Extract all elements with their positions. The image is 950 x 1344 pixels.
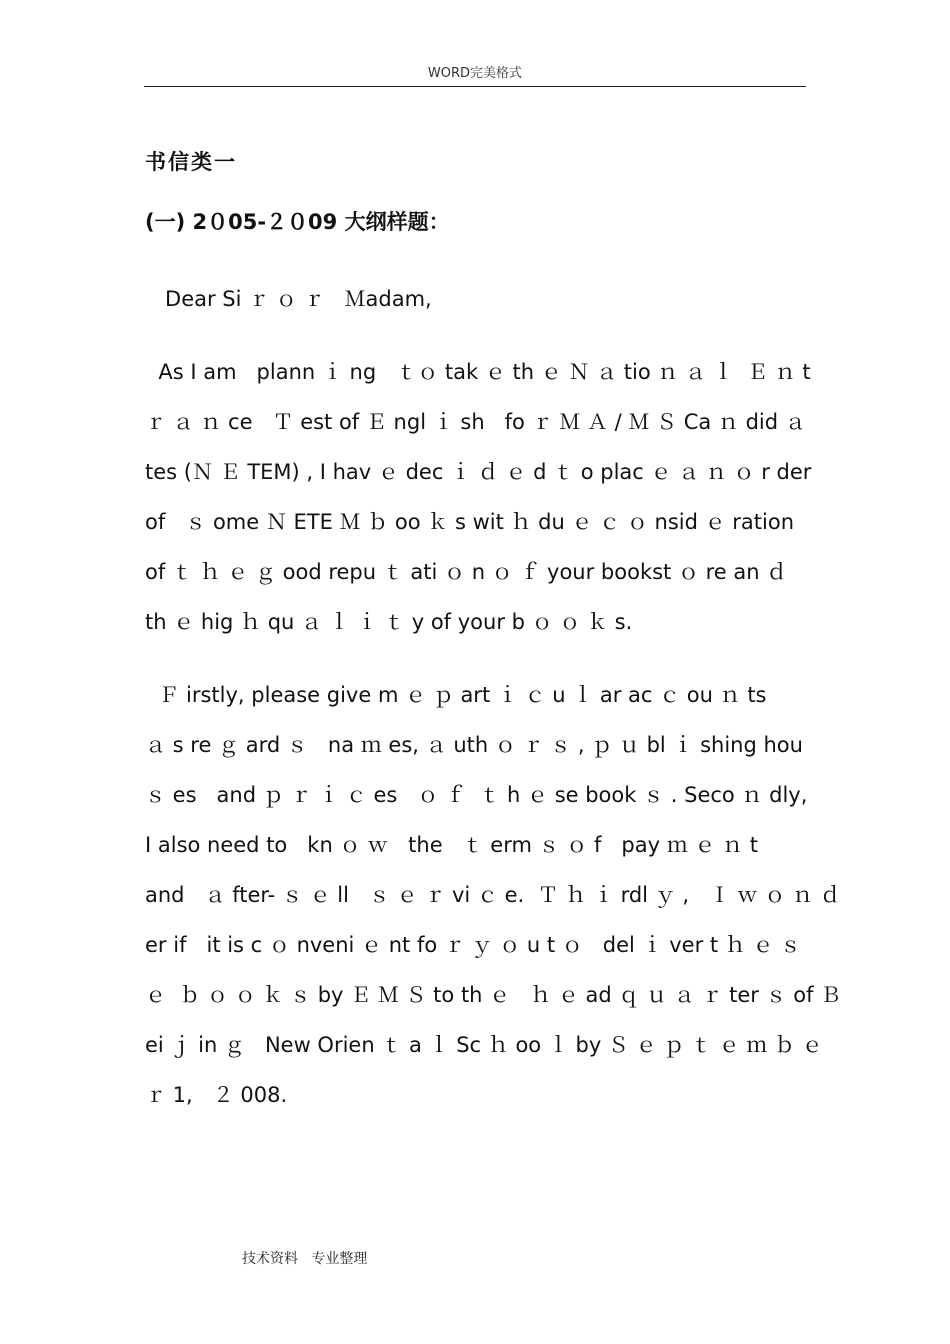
letter-salutation: Dear Si ｒ ｏ ｒ Ｍadam, (145, 287, 432, 311)
paragraph1-line: of ｓ ome Ｎ ETE Ｍ ｂ oo ｋ s wit ｈ du ｅ ｃ ｏ nsid ｅ ration (145, 510, 794, 534)
paragraph1-line: ｒ ａ ｎ ce Ｔ est of Ｅ ngl ｉ sh fo ｒ Ｍ Ａ / Ｍ Ｓ Ca ｎ did ａ (145, 410, 806, 434)
paragraph1-line: th ｅ hig ｈ qu ａ ｌ ｉ ｔ y of your b ｏ ｏ ｋ s. (145, 610, 633, 634)
paragraph1-line: of ｔ ｈ ｅ ｇ ood repu ｔ ati ｏ n ｏ ｆ your bookst ｏ re an ｄ (145, 560, 788, 584)
paragraph2-line: ｓ es and ｐ ｒ ｉ ｃ es ｏ ｆ ｔ h ｅ se book ｓ . Seco ｎ dly, (145, 783, 808, 807)
paragraph2-line: ｒ 1, ２ 008. (145, 1083, 288, 1107)
paragraph2-line: er if it is c ｏ nveni ｅ nt fo ｒ ｙ ｏ u t ｏ del ｉ ver t ｈ ｅ ｓ (145, 933, 802, 957)
paragraph1-line: tes (Ｎ Ｅ TEM) , I hav ｅ dec ｉ ｄ ｅ d ｔ o plac ｅ ａ ｎ ｏ r der (145, 460, 812, 484)
paragraph2-line: Ｆ irstly, please give m ｅ ｐ art ｉ ｃ u ｌ ar ac ｃ ou ｎ ts (145, 683, 767, 707)
paragraph2-line: ａ s re ｇ ard ｓ na ｍ es, ａ uth ｏ ｒ ｓ , ｐ ｕ bl ｉ shing hou (145, 733, 803, 757)
section-subheading: (一) 2０05-２０09 大纲样题： (145, 210, 450, 234)
paragraph2-line: ei ｊ in ｇ New Orien ｔ a ｌ Sc ｈ oo ｌ by Ｓ ｅ ｐ ｔ ｅ ｍ ｂ ｅ (145, 1033, 823, 1057)
page-footer: 技术资料 专业整理 (242, 1251, 368, 1267)
paragraph2-line: ｅ ｂ ｏ ｏ ｋ ｓ by Ｅ Ｍ Ｓ to th ｅ ｈ ｅ ad ｑ ｕ ａ ｒ ter ｓ of Ｂ (145, 983, 842, 1007)
paragraph2-line: I also need to kn ｏ ｗ the ｔ erm ｓ ｏ f pay ｍ ｅ ｎ t (145, 833, 758, 857)
paragraph1-line: As I am plann ｉ ng ｔｏ tak ｅ th ｅ Ｎ ａ tio ｎ ａ ｌ Ｅ ｎ t (145, 360, 811, 384)
page-header: WORD完美格式 (144, 64, 806, 87)
section-title: 书信类一 (145, 149, 237, 174)
paragraph2-line: and ａ fter- ｓ ｅ ll ｓ ｅ ｒ vi ｃ e. Ｔ ｈ ｉ rdl ｙ , Ｉ ｗ ｏ ｎ ｄ (145, 883, 841, 907)
